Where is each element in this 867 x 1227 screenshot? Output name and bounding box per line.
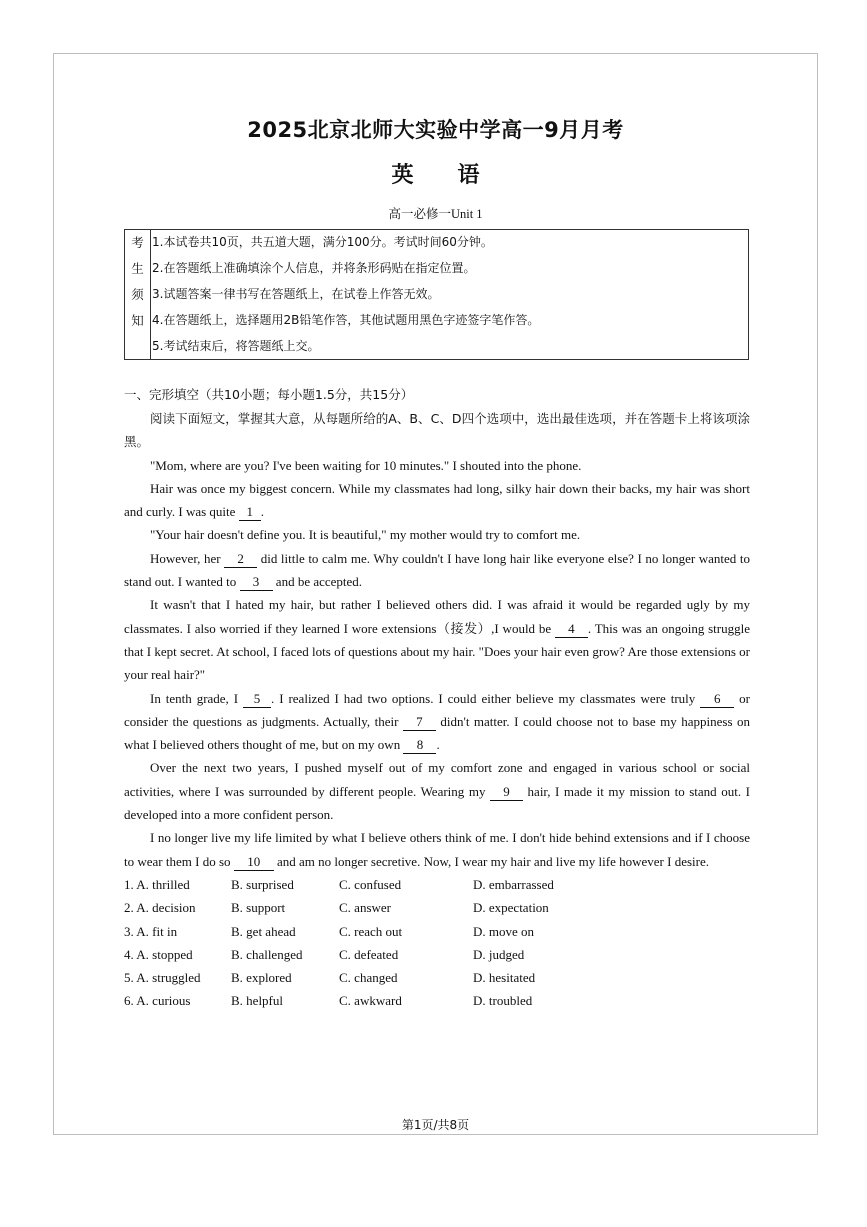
option-row: 4. A. stopped B. challenged C. defeated D. judged xyxy=(124,946,525,962)
page-footer: 第1页/共8页 xyxy=(401,1118,470,1132)
option-row: 1. A. thrilled B. surprised C. confused D. embarrassed xyxy=(124,876,554,892)
answer-options xyxy=(124,873,750,1013)
section-instruction: 阅读下面短文，掌握其大意，从每题所给的A、B、C、D四个选项中，选出最佳选项，并在答题卡上将该项涂黑。 xyxy=(124,411,750,450)
subject-char-2: 语 xyxy=(457,163,480,188)
blank-4: 4 xyxy=(555,621,588,638)
notice-label-char: 考 xyxy=(131,235,144,250)
option-row: 6. A. curious B. helpful C. awkward D. troubled xyxy=(124,993,533,1009)
passage-paragraph: Over the next two years, I pushed myself out of my comfort zone and engaged in various school or social activities, where I was surrounded by different people. Wearing my 9 hair, I made it my mission to stand out. I developed into a more confident person. xyxy=(124,760,750,823)
cloze-passage xyxy=(124,407,750,1013)
blank-6: 6 xyxy=(700,691,734,708)
exam-title: 2025北京北师大实验中学高一9月月考 xyxy=(247,118,624,142)
blank-3: 3 xyxy=(240,574,273,591)
notice-label-char: 须 xyxy=(131,287,144,302)
notice-item: 3.试题答案一律书写在答题纸上，在试卷上作答无效。 xyxy=(152,287,440,301)
notice-label-char: 生 xyxy=(131,261,144,276)
blank-1: 1 xyxy=(239,504,261,521)
passage-paragraph: It wasn't that I hated my hair, but rather I believed others did. I was afraid it would be regarded ugly by my classmates. I also worried if they learned I wore extensions（接发）,I would be 4 . This was an ongoing struggle that I kept secret. At school, I faced lots of questions about my hair. "Does your hair even grow? Are those extensions or your real hair?" xyxy=(124,597,751,683)
notice-item: 1.本试卷共10页，共五道大题，满分100分。考试时间60分钟。 xyxy=(152,235,493,249)
unit-subtitle: 高一必修一Unit 1 xyxy=(388,207,483,221)
blank-5: 5 xyxy=(243,691,271,708)
blank-10: 10 xyxy=(234,854,274,871)
passage-paragraph: "Mom, where are you? I've been waiting for 10 minutes." I shouted into the phone. xyxy=(150,457,582,473)
section-heading: 一、完形填空（共10小题；每小题1.5分，共15分） xyxy=(124,387,414,402)
blank-2: 2 xyxy=(224,551,257,568)
exam-page xyxy=(53,53,818,1135)
notice-item: 4.在答题纸上，选择题用2B铅笔作答，其他试题用黑色字迹签字笔作答。 xyxy=(152,313,540,327)
passage-paragraph: However, her 2 did little to calm me. Why couldn't I have long hair like everyone else? I no longer wanted to stand out. I wanted to 3 and be accepted. xyxy=(124,550,750,590)
option-row: 2. A. decision B. support C. answer D. expectation xyxy=(124,900,549,916)
subject-char-1: 英 xyxy=(391,163,414,188)
option-row: 5. A. struggled B. explored C. changed D. hesitated xyxy=(124,970,536,986)
blank-7: 7 xyxy=(403,714,436,731)
passage-paragraph: "Your hair doesn't define you. It is beautiful," my mother would try to comfort me. xyxy=(150,527,581,543)
passage-paragraph: In tenth grade, I 5 . I realized I had two options. I could either believe my classmates were truly 6 or consider the questions as judgments. Actually, their 7 didn't matter. I could choose not to base my happiness on what I believed others thought of me, but on my own 8 . xyxy=(124,690,750,753)
notice-box xyxy=(124,229,749,360)
subject-title xyxy=(54,158,817,189)
notice-item: 5.考试结束后，将答题纸上交。 xyxy=(152,339,320,353)
option-row: 3. A. fit in B. get ahead C. reach out D. move on xyxy=(124,923,535,939)
notice-label-char: 知 xyxy=(131,313,144,328)
notice-items xyxy=(151,230,748,359)
blank-9: 9 xyxy=(490,784,523,801)
passage-paragraph: Hair was once my biggest concern. While my classmates had long, silky hair down their backs, my hair was short and curly. I was quite 1 . xyxy=(124,480,750,520)
notice-item: 2.在答题纸上准确填涂个人信息，并将条形码贴在指定位置。 xyxy=(152,261,476,275)
passage-paragraph: I no longer live my life limited by what I believe others think of me. I don't hide behind extensions and if I choose to wear them I do so 10 and am no longer secretive. Now, I wear my hair and live my life however I desire. xyxy=(124,830,750,869)
notice-label xyxy=(125,230,151,359)
blank-8: 8 xyxy=(403,737,436,754)
